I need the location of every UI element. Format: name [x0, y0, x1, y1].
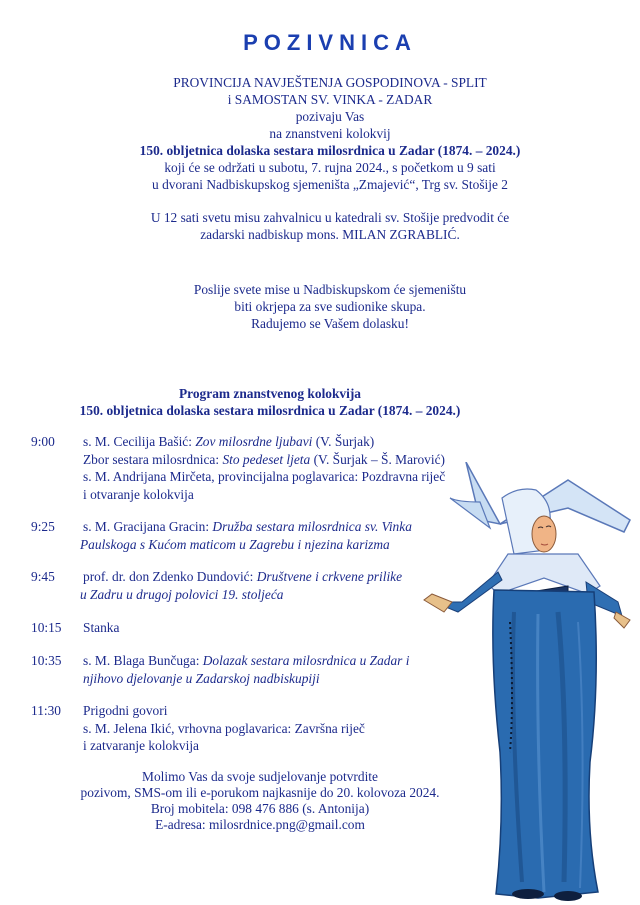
talk-title: Zov milosrdne ljubavi	[195, 434, 313, 449]
invitation-intro	[0, 74, 640, 332]
rsvp-line-2: pozivom, SMS-om ili e-porukom najkasnije do 20. kolovoza 2024.	[80, 785, 440, 800]
speaker-continued: i otvaranje kolokvija	[83, 486, 194, 502]
welcome-line: Radujemo se Vašem dolasku!	[251, 316, 409, 331]
speaker: s. M. Jelena Ikić, vrhovna poglavarica: Završna riječ	[83, 720, 365, 736]
talk-title-continued: njihovo djelovanje u Zadarskoj nadbiskupiji	[83, 670, 320, 686]
event-type-line: na znanstveni kolokvij	[269, 126, 391, 141]
composer-note: (V. Šurjak – Š. Marović)	[310, 451, 445, 467]
organizer-line-1: PROVINCIJA NAVJEŠTENJA GOSPODINOVA - SPLIT	[173, 75, 487, 90]
program-item	[31, 619, 119, 637]
program-time: 10:35	[31, 653, 62, 668]
phone-line: Broj mobitela: 098 476 886 (s. Antonija)	[150, 801, 370, 816]
rsvp-line-1: Molimo Vas da svoje sudjelovanje potvrdite	[142, 769, 378, 784]
program-item	[31, 568, 402, 603]
program-time: 9:00	[31, 434, 55, 449]
speaker: s. M. Gracijana Gracin:	[83, 519, 213, 534]
speaker: s. M. Andrijana Mirčeta, provincijalna poglavarica: Pozdravna riječ	[83, 469, 446, 484]
program-heading-subtitle: 150. obljetnica dolaska sestara milosrdnica u Zadar (1874. – 2024.)	[79, 403, 461, 418]
speaker-continued: i zatvaranje kolokvija	[83, 738, 200, 753]
talk-title-continued: Paulskoga s Kućom maticom u Zagrebu i njezina karizma	[80, 536, 390, 552]
program-heading	[0, 385, 540, 419]
speaker: s. M. Blaga Bunčuga:	[83, 653, 203, 668]
program-time: 9:45	[31, 569, 55, 584]
program-time: 10:15	[31, 620, 62, 635]
break-label: Stanka	[83, 620, 120, 635]
talk-title: Društvene i crkvene prilike	[256, 569, 403, 584]
program-heading-title: Program znanstvenog kolokvija	[178, 386, 362, 401]
program-time: 11:30	[31, 703, 62, 718]
program-item	[31, 702, 365, 755]
choir: Zbor sestara milosrdnica:	[83, 451, 223, 467]
program-item	[31, 652, 409, 687]
email-line: E-adresa: milosrdnice.png@gmail.com	[155, 817, 365, 832]
talk-title: Dolazak sestara milosrdnica u Zadar i	[202, 653, 410, 668]
program-item	[31, 518, 412, 553]
mass-line-2: zadarski nadbiskup mons. MILAN ZGRABLIĆ.	[200, 227, 460, 242]
organizer-line-2: i SAMOSTAN SV. VINKA - ZADAR	[227, 92, 433, 107]
refreshment-line-1: Poslije svete mise u Nadbiskupskom će sjemeništu	[193, 282, 467, 297]
talk-title: Družba sestara milosrdnica sv. Vinka	[212, 519, 412, 534]
event-date-line: koji će se održati u subotu, 7. rujna 2024., s početkom u 9 sati	[164, 160, 496, 175]
event-venue-line: u dvorani Nadbiskupskog sjemeništa „Zmajević“, Trg sv. Stošije 2	[152, 177, 508, 192]
program-item	[31, 433, 445, 503]
occasional-speeches: Prigodni govori	[83, 703, 168, 718]
program-time: 9:25	[31, 519, 55, 534]
page-title: POZIVNICA	[243, 30, 417, 55]
refreshment-line-2: biti okrjepa za sve sudionike skupa.	[234, 299, 426, 314]
mass-line-1: U 12 sati svetu misu zahvalnicu u katedrali sv. Stošije predvodit će	[150, 210, 510, 225]
speaker: s. M. Cecilija Bašić:	[83, 434, 196, 449]
sister-of-charity-illustration	[418, 462, 640, 902]
song-title: Sto pedeset ljeta	[222, 451, 311, 467]
composer-note: (V. Šurjak)	[312, 434, 375, 449]
invite-line: pozivaju Vas	[295, 109, 365, 124]
event-title: 150. obljetnica dolaska sestara milosrdnica u Zadar (1874. – 2024.)	[139, 143, 521, 158]
speaker: prof. dr. don Zdenko Dundović:	[83, 569, 257, 584]
talk-title-continued: u Zadru u drugoj polovici 19. stoljeća	[80, 586, 284, 602]
